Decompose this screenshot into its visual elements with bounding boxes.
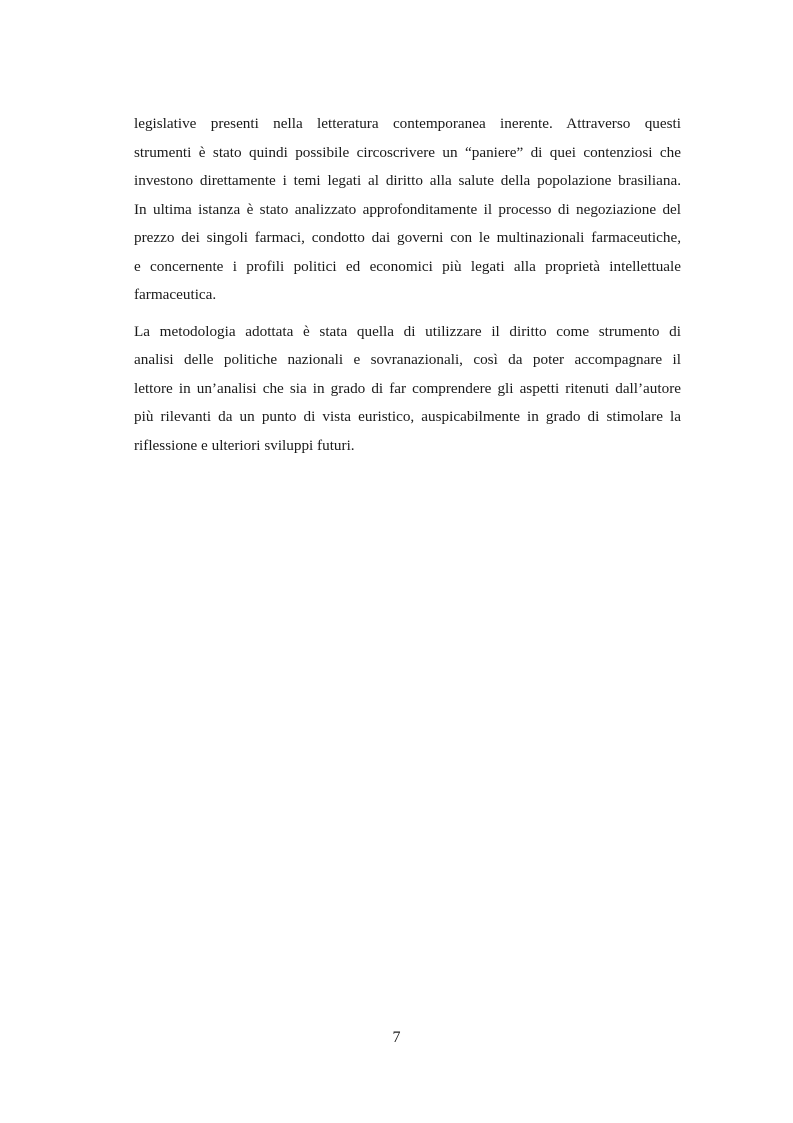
page-number: 7: [392, 1029, 401, 1046]
text-line: riflessione e ulteriori sviluppi futuri.: [134, 436, 355, 454]
text-line: e concernente i profili politici ed economici più legati alla proprietà intellettuale: [134, 257, 681, 275]
text-line: strumenti è stato quindi possibile circoscrivere un “paniere” di quei contenziosi che: [134, 143, 681, 161]
text-line: prezzo dei singoli farmaci, condotto dai governi con le multinazionali farmaceutiche,: [134, 229, 681, 246]
text-line: La metodologia adottata è stata quella di utilizzare il diritto come strumento di: [134, 322, 681, 340]
text-line: analisi delle politiche nazionali e sovranazionali, così da poter accompagnare il: [134, 351, 681, 368]
text-line: legislative presenti nella letteratura contemporanea inerente. Attraverso questi: [134, 115, 681, 132]
paragraph-1: [134, 110, 681, 310]
text-line: In ultima istanza è stato analizzato approfonditamente il processo di negoziazione del: [134, 200, 681, 218]
text-line: farmaceutica.: [134, 286, 217, 303]
text-line: lettore in un’analisi che sia in grado di far comprendere gli aspetti ritenuti dall’autore: [134, 379, 681, 397]
text-line: investono direttamente i temi legati al diritto alla salute della popolazione brasiliana.: [134, 172, 681, 189]
body-text: [134, 110, 681, 460]
text-line: più rilevanti da un punto di vista euristico, auspicabilmente in grado di stimolare la: [134, 408, 681, 425]
paragraph-2: [134, 318, 681, 461]
